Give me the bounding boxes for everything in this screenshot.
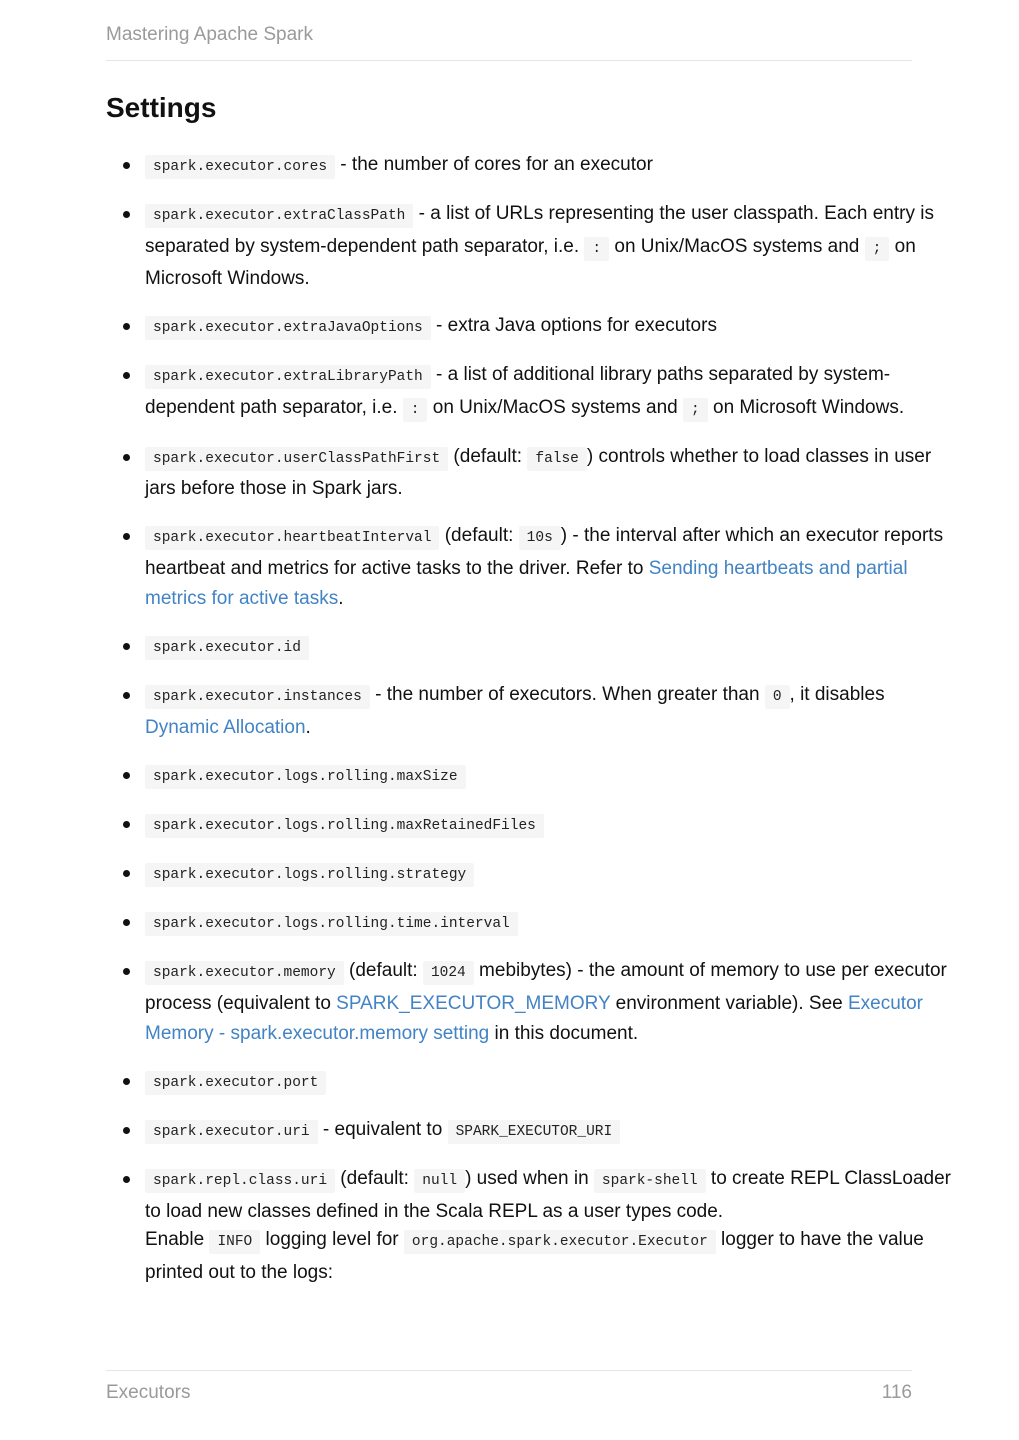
item-text: ) used when in [465,1168,594,1190]
link-sending-heartbeats[interactable]: Sending heartbeats and partial metrics for active tasks [145,557,908,610]
inline-code: ; [683,398,708,422]
list-item-repl-class-uri [145,1164,951,1288]
inline-code: spark.executor.instances [145,685,370,709]
item-text: , it disables [789,684,885,706]
inline-code: spark.executor.userClassPathFirst [145,447,448,471]
note-text: Enable [145,1229,210,1251]
inline-code: INFO [209,1230,260,1254]
list-item-executor-cores [145,150,951,183]
inline-code: spark.executor.port [145,1071,326,1095]
inline-code: spark.executor.logs.rolling.maxSize [145,765,466,789]
link-spark-executor-memory-env[interactable]: SPARK_EXECUTOR_MEMORY [336,992,611,1014]
list-item-executor-instances [145,680,951,743]
inline-code: SPARK_EXECUTOR_URI [448,1120,621,1144]
settings-list [106,150,951,1305]
item-text: . [338,588,344,610]
inline-code: spark.executor.extraLibraryPath [145,365,431,389]
inline-code: 0 [765,685,790,709]
item-text: (default: [448,445,528,467]
chapter-name: Executors [106,1382,191,1403]
item-text: on Microsoft Windows. [145,235,916,290]
item-text: - the number of executors. When greater than [369,684,765,706]
running-footer [106,1382,912,1404]
item-text: . [305,717,311,739]
inline-code: spark.executor.heartbeatInterval [145,526,439,550]
item-text: ) - the interval after which an executor reports heartbeat and metrics for active tasks to the driver. Refer to [145,525,944,579]
item-text: (default: [335,1168,415,1190]
item-text: - a list of URLs representing the user classpath. Each entry is separated by system-dependent path separator, i.e. [145,202,934,257]
inline-code: spark.executor.cores [145,155,335,179]
item-text: (default: [439,525,519,547]
inline-code: org.apache.spark.executor.Executor [404,1230,716,1254]
list-item-rolling-max-size [145,760,951,793]
logging-note [145,1225,951,1288]
header-divider [106,60,912,61]
list-item-rolling-strategy [145,858,951,891]
footer-divider [106,1370,912,1371]
list-item-user-classpath-first [145,442,951,505]
inline-code: spark.executor.logs.rolling.time.interval [145,912,518,936]
item-text: on Unix/MacOS systems and [427,396,684,418]
inline-code: spark.repl.class.uri [145,1169,335,1193]
inline-code: spark.executor.uri [145,1120,318,1144]
item-text: mebibytes) - the amount of memory to use per executor process (equivalent to [145,959,947,1014]
running-header: Mastering Apache Spark [106,24,314,45]
inline-code: : [584,237,609,261]
link-dynamic-allocation[interactable]: Dynamic Allocation [145,717,306,739]
inline-code: spark.executor.memory [145,961,344,985]
inline-code: false [527,447,587,471]
inline-code: spark-shell [594,1169,706,1193]
item-text: (default: [343,959,423,981]
item-text: environment variable). See [610,992,848,1014]
inline-code: null [414,1169,465,1193]
item-text: - a list of additional library paths separated by system-dependent path separator, i.e. [145,364,891,418]
item-text: - extra Java options for executors [430,315,717,337]
item-text: to create REPL ClassLoader to load new classes defined in the Scala REPL as a user types code. [145,1168,952,1222]
list-item-rolling-time-interval [145,907,951,940]
inline-code: spark.executor.extraClassPath [145,204,413,228]
list-item-extra-java-options [145,311,951,344]
item-text: on Microsoft Windows. [707,396,905,418]
item-text: on Unix/MacOS systems and [609,235,865,257]
inline-code: 10s [519,526,561,550]
list-item-executor-port [145,1066,951,1099]
item-text: ) controls whether to load classes in user jars before those in Spark jars. [145,445,932,500]
list-item-heartbeat-interval [145,521,951,615]
inline-code: : [403,398,428,422]
item-text: - equivalent to [317,1119,448,1141]
list-item-executor-memory [145,956,951,1050]
list-item-executor-id [145,631,951,664]
inline-code: spark.executor.id [145,636,309,660]
inline-code: spark.executor.logs.rolling.strategy [145,863,474,887]
inline-code: spark.executor.extraJavaOptions [145,316,431,340]
list-item-executor-uri [145,1115,951,1148]
list-item-rolling-max-retained-files [145,809,951,842]
link-executor-memory-setting[interactable]: Executor Memory - spark.executor.memory setting [145,992,923,1045]
note-text: logger to have the value printed out to the logs: [145,1229,924,1283]
section-title: Settings [106,92,217,123]
list-item-extra-classpath [145,199,951,295]
note-text: logging level for [260,1229,404,1251]
page-number: 116 [881,1382,912,1403]
item-text: in this document. [489,1023,639,1045]
item-text: - the number of cores for an executor [335,154,653,175]
inline-code: ; [865,237,890,261]
inline-code: spark.executor.logs.rolling.maxRetainedFiles [145,814,544,838]
inline-code: 1024 [423,961,474,985]
list-item-extra-library-path [145,360,951,425]
